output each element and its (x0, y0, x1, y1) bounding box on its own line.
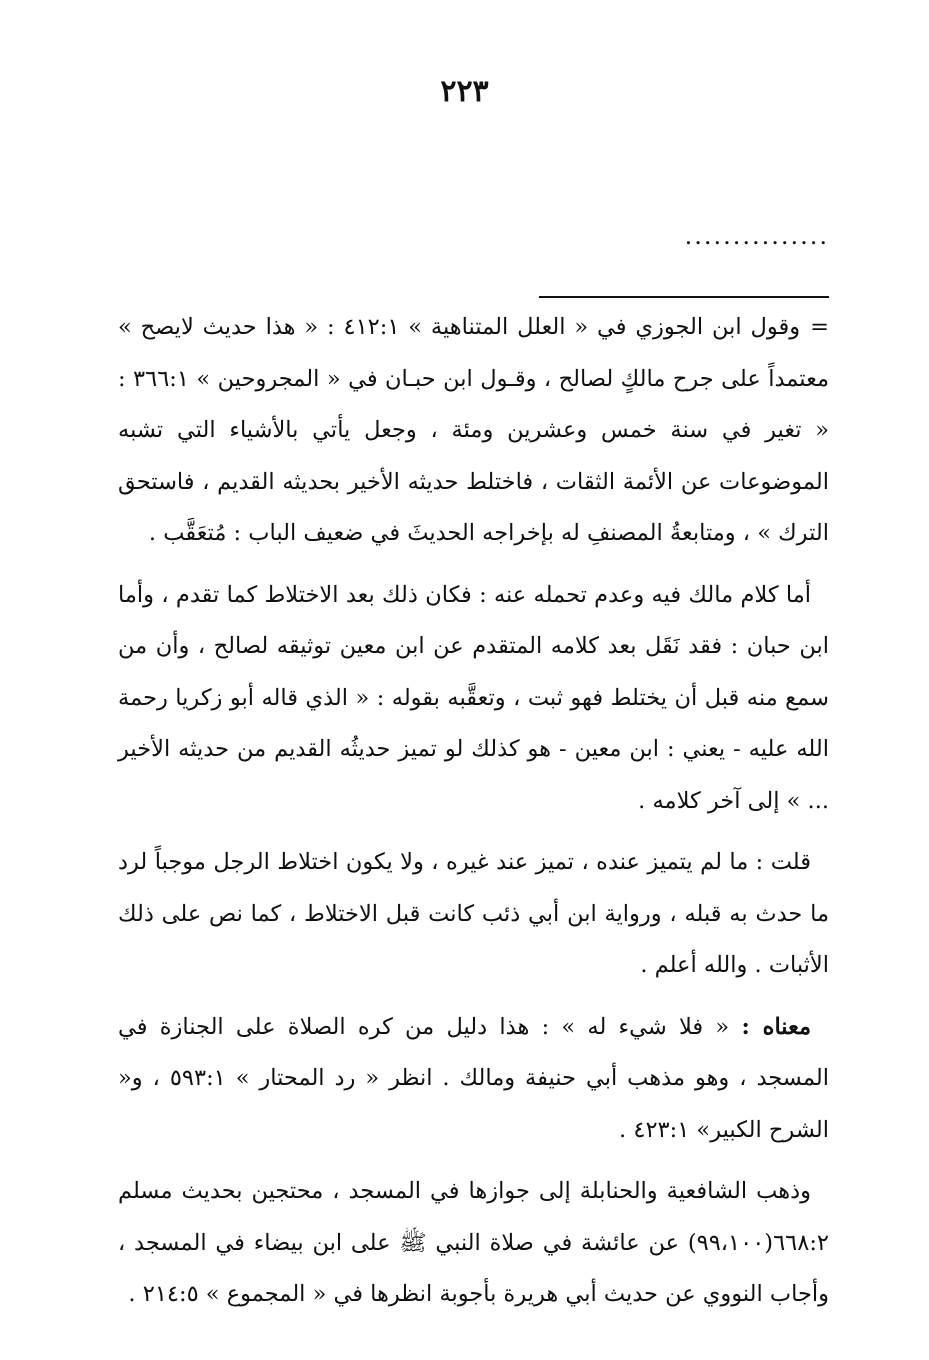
paragraph-lead-word: معناه : (741, 1013, 812, 1040)
paragraph-text: وقول ابن الجوزي في « العلل المتناهية » ٤١٢:١ : « هذا حديث لايصح » معتمداً على جرح مالكٍ لصالح ، وقـول ابن حبـان في « المجروحين » ٣٦٦:١ : « تغير في سنة خمس وعشرين ومئة ، وجعل يأتي بالأشياء التي تشبه الموضوعات عن الأئمة الثقات ، فاختلط حديثه الأخير بحديثه القديم ، فاستحق الترك » ، ومتابعةُ المصنفِ له بإخراجه الحديثَ في ضعيف الباب : مُتعَقَّب . (118, 314, 830, 546)
page-number: ٢٢٣ (440, 74, 489, 109)
paragraph-ibn-jawzi (118, 302, 829, 560)
paragraph-text: وذهب الشافعية والحنابلة إلى جوازها في المسجد ، محتجين بحديث مسلم ٦٦٨:٢(٩٩،١٠٠) عن عائشة في صلاة النبي ﷺ على ابن بيضاء في المسجد ، وأجاب النووي عن حديث أبي هريرة بأجوبة انظرها في « المجموع » ٢١٤:٥ . (118, 1178, 829, 1307)
paragraph-malik-ibn-hibban (118, 570, 829, 828)
ellipsis-dots: ............... (684, 222, 829, 250)
footnote-text-block (118, 302, 829, 1331)
continuation-marker: = (810, 314, 829, 340)
footnote-separator-line (539, 296, 829, 298)
paragraph-text: أما كلام مالك فيه وعدم تحمله عنه : فكان ذلك بعد الاختلاط كما تقدم ، وأما ابن حبان : فقد نَقَل بعد كلامه المتقدم عن ابن معين توثيقه لصالح ، وأن من سمع منه قبل أن يختلط فهو ثبت ، وتعقَّبه بقوله : « الذي قاله أبو زكريا رحمة الله عليه - يعني : ابن معين - هو كذلك لو تميز حديثُه القديم من حديثه الأخير ... » إلى آخر كلامه . (118, 581, 829, 814)
paragraph-text: قلت : ما لم يتميز عنده ، تميز عند غيره ، ولا يكون اختلاط الرجل موجباً لرد ما حدث به قبله ، ورواية ابن أبي ذئب كانت قبل الاختلاط ، كما نص على ذلك الأثبات . والله أعلم . (118, 849, 829, 978)
paragraph-text: « فلا شيء له » : هذا دليل من كره الصلاة على الجنازة في المسجد ، وهو مذهب أبي حنيفة ومالك . انظر « رد المحتار » ٥٩٣:١ ، و« الشرح الكبير» ٤٢٣:١ . (118, 1013, 829, 1143)
paragraph-qultu (118, 837, 829, 992)
paragraph-shafiiyya (118, 1166, 829, 1321)
paragraph-maanahu (118, 1002, 829, 1157)
